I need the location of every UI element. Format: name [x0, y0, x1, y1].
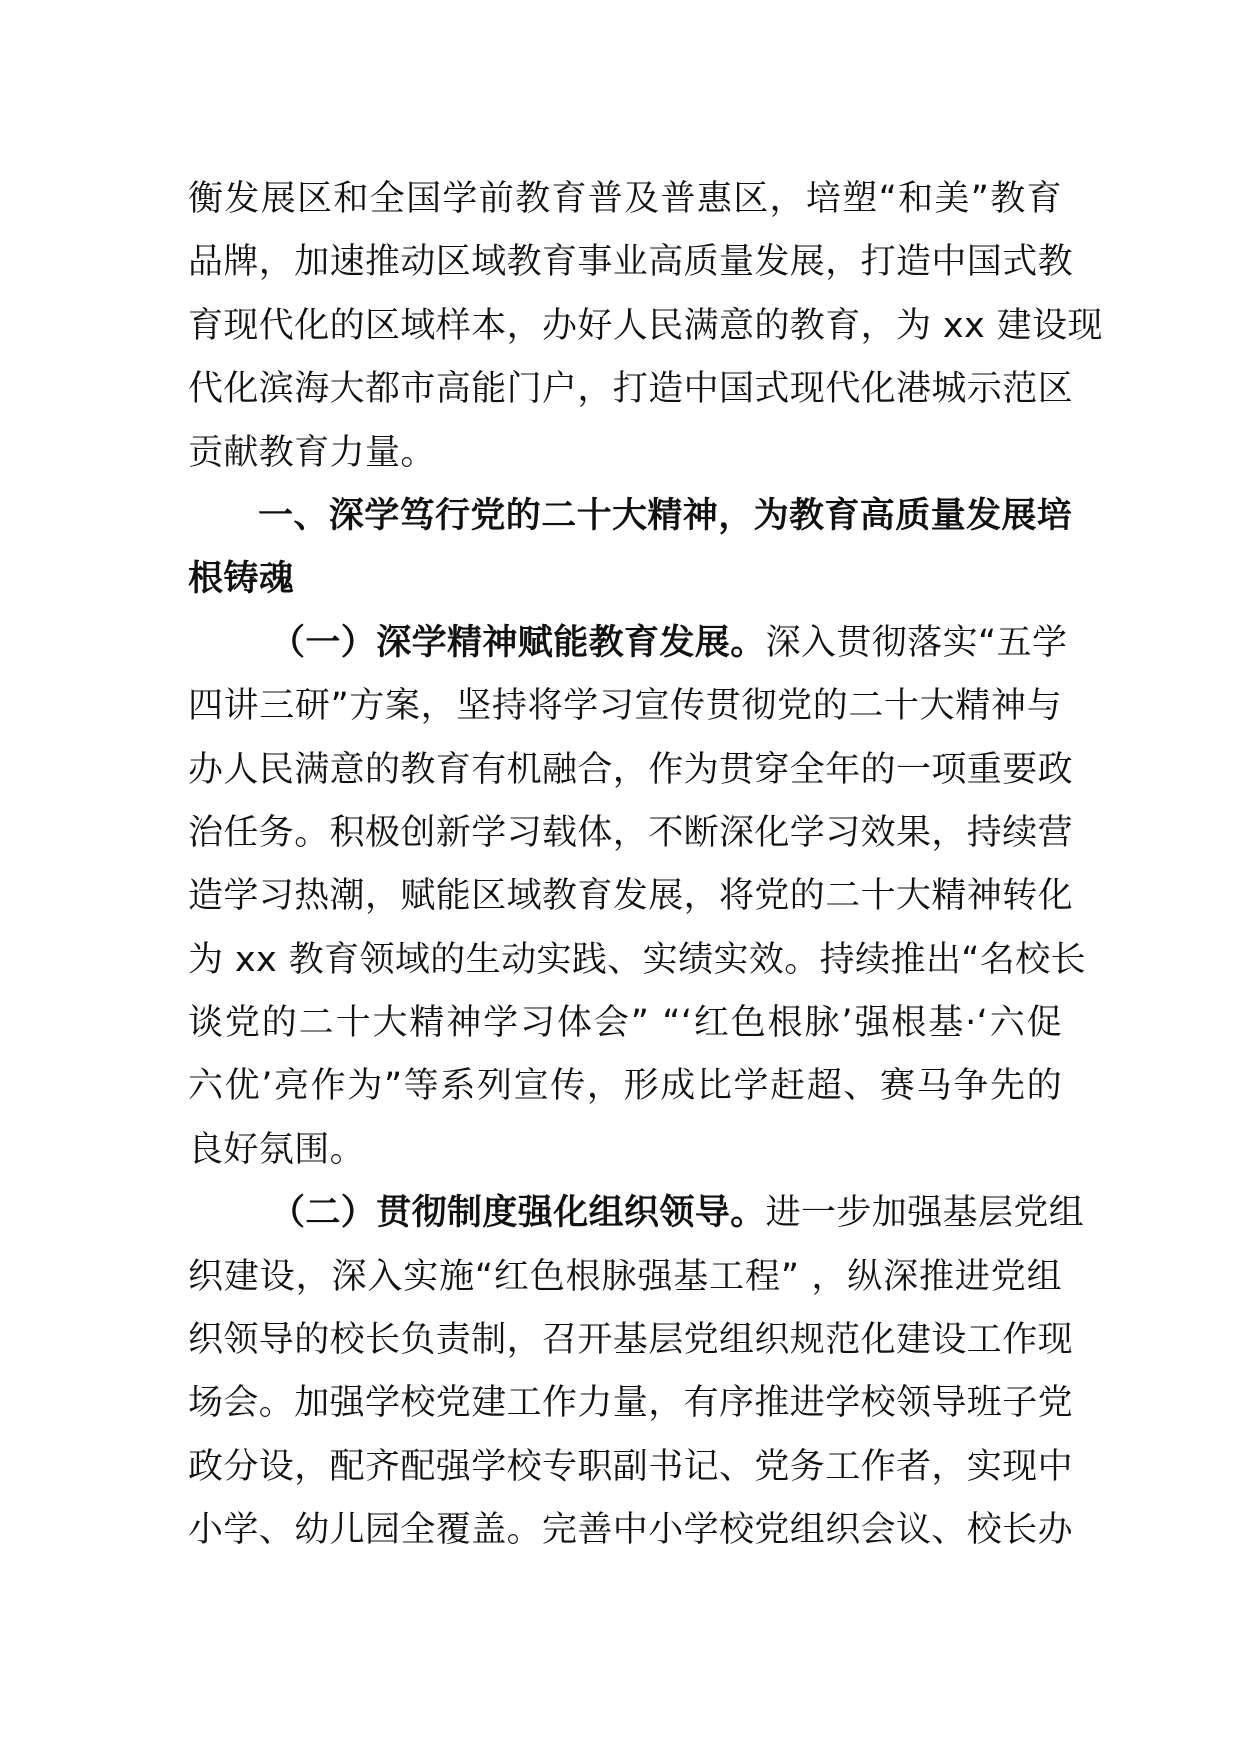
heading-line: 一、深学笃行党的二十大精神，为教育高质量发展培 — [258, 495, 1073, 536]
subsection-lead: （二）贯彻制度强化组织领导。 — [270, 1193, 766, 1234]
text-line: 政分设，配齐配强学校专职副书记、党务工作者，实现中 — [188, 1446, 1074, 1487]
heading-line: 根铸魂 — [188, 559, 295, 600]
text-line: 为 xx 教育领域的生动实践、实绩实效。持续推出“名校长 — [188, 939, 1087, 980]
text-line: 育现代化的区域样本，办好人民满意的教育，为 xx 建设现 — [188, 305, 1103, 346]
intro-paragraph — [188, 168, 1103, 485]
text-line: 造学习热潮，赋能区域教育发展，将党的二十大精神转化 — [188, 876, 1074, 917]
text-line: 品牌，加速推动区域教育事业高质量发展，打造中国式教 — [188, 242, 1074, 283]
text-run: 进一步加强基层党组 — [765, 1193, 1085, 1234]
text-line: 代化滨海大都市高能门户，打造中国式现代化港城示范区 — [188, 369, 1074, 410]
text-line — [188, 612, 1068, 675]
text-run: 深入贯彻落实“五学 — [765, 622, 1068, 663]
text-line: 小学、幼儿园全覆盖。完善中小学校党组织会议、校长办 — [188, 1510, 1074, 1551]
text-line: 治任务。积极创新学习载体，不断深化学习效果，持续营 — [188, 812, 1074, 853]
text-line: 织建设，深入实施“红色根脉强基工程” ，纵深推进党组 — [188, 1256, 1062, 1297]
subsection-paragraph-2 — [188, 1182, 1085, 1562]
text-line: 谈党的二十大精神学习体会” “‘红色根脉’强根基·‘六促 — [188, 1003, 1062, 1044]
text-line: 织领导的校长负责制，召开基层党组织规范化建设工作现 — [188, 1320, 1074, 1361]
text-line: 办人民满意的教育有机融合，作为贯穿全年的一项重要政 — [188, 749, 1074, 790]
subsection-lead: （一）深学精神赋能教育发展。 — [270, 622, 766, 663]
text-line — [188, 1182, 1085, 1245]
text-line: 场会。加强学校党建工作力量，有序推进学校领导班子党 — [188, 1383, 1074, 1424]
text-line: 贡献教育力量。 — [188, 432, 436, 473]
text-line: 衡发展区和全国学前教育普及普惠区，培塑“和美”教育 — [188, 179, 1062, 219]
text-line: 四讲三研”方案，坚持将学习宣传贯彻党的二十大精神与 — [188, 686, 1062, 727]
subsection-paragraph-1 — [188, 612, 1087, 1183]
document-body — [188, 168, 1103, 1563]
section-heading-1 — [188, 485, 1073, 612]
text-line: 六优’亮作为”等系列宣传，形成比学赶超、赛马争先的 — [188, 1066, 1062, 1107]
text-line: 良好氛围。 — [188, 1129, 366, 1170]
